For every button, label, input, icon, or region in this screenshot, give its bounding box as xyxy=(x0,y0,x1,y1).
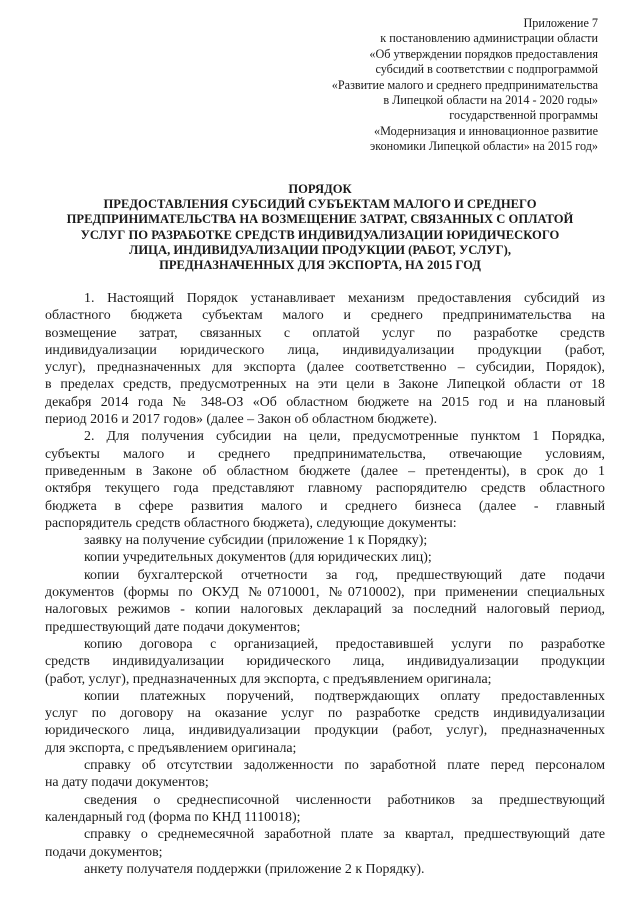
appendix-line: к постановлению администрации области xyxy=(380,31,598,46)
appendix-line: государственной программы xyxy=(449,108,598,123)
body-line: подачи документов; xyxy=(45,844,163,860)
body-line: юридического лица, индивидуализации продукции (работ, услуг), предназначенных xyxy=(45,723,605,739)
title-line: ПРЕДОСТАВЛЕНИЯ СУБСИДИЙ СУБЪЕКТАМ МАЛОГО И СРЕДНЕГО xyxy=(103,197,537,212)
document-title xyxy=(40,182,600,273)
body-line: услуг по договору на оказание услуг по разработке средств индивидуализации xyxy=(45,706,605,722)
appendix-line: Приложение 7 xyxy=(523,16,598,30)
body-line: бюджета в сфере развития малого и среднего бизнеса (далее - главный xyxy=(45,498,605,514)
appendix-line: «Модернизация и инновационное развитие xyxy=(373,123,598,138)
body-line: распорядитель средств областного бюджета), следующие документы: xyxy=(45,515,457,531)
body-line: индивидуализации юридического лица, индивидуализации продукции (работ, xyxy=(45,342,605,358)
body-line: период 2016 и 2017 годов» (далее – Закон об областном бюджете). xyxy=(45,412,438,428)
document-body xyxy=(45,290,605,878)
appendix-line: «Об утверждении порядков предоставления xyxy=(369,46,598,61)
body-line: на дату подачи документов; xyxy=(45,775,209,791)
body-line: копии учредительных документов (для юридических лиц); xyxy=(84,550,432,566)
body-line: справку об отсутствии задолженности по заработной плате перед персоналом xyxy=(84,758,605,774)
body-line: копии платежных поручений, подтверждающих оплату предоставленных xyxy=(84,688,605,704)
body-line: в пределах средств, предусмотренных на эти цели в Законе Липецкой области от 18 xyxy=(45,377,605,393)
body-line: октября текущего года представляют главному распорядителю средств областного xyxy=(45,481,605,497)
appendix-line: в Липецкой области на 2014 - 2020 годы» xyxy=(383,93,598,108)
body-line: 1. Настоящий Порядок устанавливает механизм предоставления субсидий из xyxy=(84,291,605,306)
body-line: субъекты малого и среднего предпринимательства, отвечающие условиям, xyxy=(45,446,605,462)
body-line: анкету получателя поддержки (приложение 2 к Порядку). xyxy=(84,861,425,877)
title-line: ЛИЦА, ИНДИВИДУАЛИЗАЦИИ ПРОДУКЦИИ (РАБОТ, УСЛУГ), xyxy=(129,242,511,257)
body-line: заявку на получение субсидии (приложение 1 к Порядку); xyxy=(84,533,428,549)
body-line: средств индивидуализации юридического лица, индивидуализации продукции xyxy=(45,654,605,670)
body-line: (работ, услуг), предназначенных для экспорта, с предъявлением оригинала; xyxy=(45,671,492,687)
title-line: ПРЕДПРИНИМАТЕЛЬСТВА НА ВОЗМЕЩЕНИЕ ЗАТРАТ, СВЯЗАННЫХ С ОПЛАТОЙ xyxy=(66,212,574,227)
appendix-line: «Развитие малого и среднего предпринимательства xyxy=(331,77,598,92)
appendix-line: субсидий в соответствии с подпрограммой xyxy=(375,62,598,77)
body-line: копии бухгалтерской отчетности за год, предшествующий дате подачи xyxy=(84,567,605,583)
body-line: справку о среднемесячной заработной плате за квартал, предшествующий дате xyxy=(84,827,605,843)
body-line: областного бюджета субъектам малого и среднего предпринимательства на xyxy=(45,308,605,324)
body-line: услуг), предназначенных для экспорта (далее соответственно – субсидии, Порядок), xyxy=(45,360,605,376)
body-line: предшествующий дате подачи документов; xyxy=(45,619,301,635)
title-line: ПРЕДНАЗНАЧЕННЫХ ДЛЯ ЭКСПОРТА, НА 2015 ГОД xyxy=(159,258,481,273)
body-line: возмещение затрат, связанных с оплатой услуг по разработке средств xyxy=(45,325,605,341)
body-line: документов (формы по ОКУД №0710001, №0710002), при применении специальных xyxy=(45,585,605,601)
title-line: УСЛУГ ПО РАЗРАБОТКЕ СРЕДСТВ ИНДИВИДУАЛИЗАЦИИ ЮРИДИЧЕСКОГО xyxy=(80,227,560,242)
appendix-line: экономики Липецкой области» на 2015 год» xyxy=(370,139,598,154)
title-line: ПОРЯДОК xyxy=(288,182,352,196)
body-line: копию договора с организацией, предоставившей услуги по разработке xyxy=(84,636,605,652)
appendix-header xyxy=(268,16,598,155)
body-line: сведения о среднесписочной численности работников за предшествующий xyxy=(84,792,605,808)
body-line: календарный год (форма по КНД 1110018); xyxy=(45,809,301,825)
body-line: налоговых режимов - копии налоговых деклараций за последний налоговый период, xyxy=(45,602,605,618)
body-line: приведенным в Законе об областном бюджете (далее – претенденты), в срок до 1 xyxy=(45,463,605,479)
body-line: 2. Для получения субсидии на цели, предусмотренные пунктом 1 Порядка, xyxy=(84,429,605,445)
body-line: декабря 2014 года № 348-ОЗ «Об областном бюджете на 2015 год и на плановый xyxy=(45,394,605,410)
body-line: для экспорта, с предъявлением оригинала; xyxy=(45,740,297,756)
